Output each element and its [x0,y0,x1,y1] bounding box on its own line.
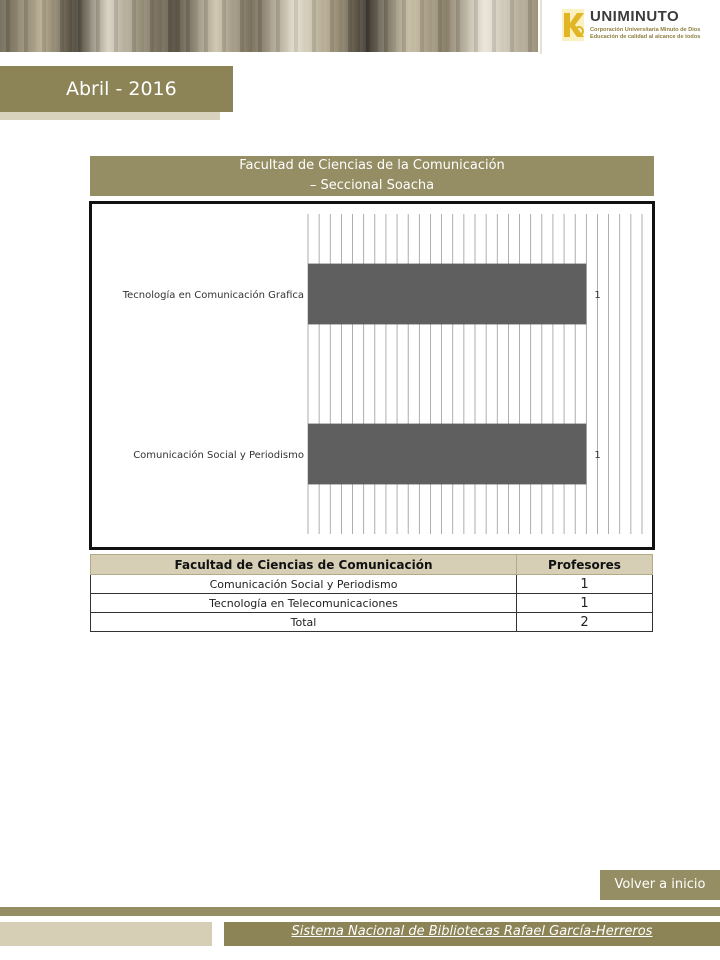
back-to-home-button[interactable]: Volver a inicio [600,870,720,900]
footer-library-link[interactable]: Sistema Nacional de Bibliotecas Rafael García-Herreros [224,922,720,946]
table-row-total [91,613,653,632]
table-header-faculty: Facultad de Ciencias de Comunicación [91,555,517,575]
bar-chart [92,204,652,547]
table-cell-program: Tecnología en Telecomunicaciones [91,594,517,613]
chart-title-line2: – Seccional Soacha [309,178,435,193]
chart-category-label: Tecnología en Comunicación Grafica [122,290,304,301]
chart-bar [308,264,586,325]
table-cell-count: 1 [517,594,653,613]
table-header-professors: Profesores [517,555,653,575]
header-photo-banner [0,0,538,52]
logo-subtitle: Corporación Universitaria Minuto de Dios [590,27,701,33]
faculty-table [90,554,653,632]
chart-data-label: 1 [594,290,601,301]
uniminuto-logo-icon [560,7,586,43]
table-header-row [91,555,653,575]
page-date: Abril - 2016 [66,78,177,100]
table-cell-count: 1 [517,575,653,594]
date-tab-shadow [0,112,220,120]
chart-bar [308,424,586,485]
logo-name: UNIMINUTO [590,8,680,25]
logo-tagline: Educación de calidad al alcance de todos [590,34,701,40]
table-cell-program: Comunicación Social y Periodismo [91,575,517,594]
table-row [91,575,653,594]
chart-data-label: 1 [594,450,601,461]
table-cell-total-value: 2 [517,613,653,632]
chart-category-label: Comunicación Social y Periodismo [133,450,304,461]
table-row [91,594,653,613]
footer-divider [0,907,720,916]
table-cell-total-label: Total [91,613,517,632]
chart-frame [89,201,655,550]
footer-left-block [0,922,212,946]
chart-title-line1: Facultad de Ciencias de la Comunicación [239,158,505,173]
chart-title [90,156,654,196]
uniminuto-logo [540,0,720,54]
